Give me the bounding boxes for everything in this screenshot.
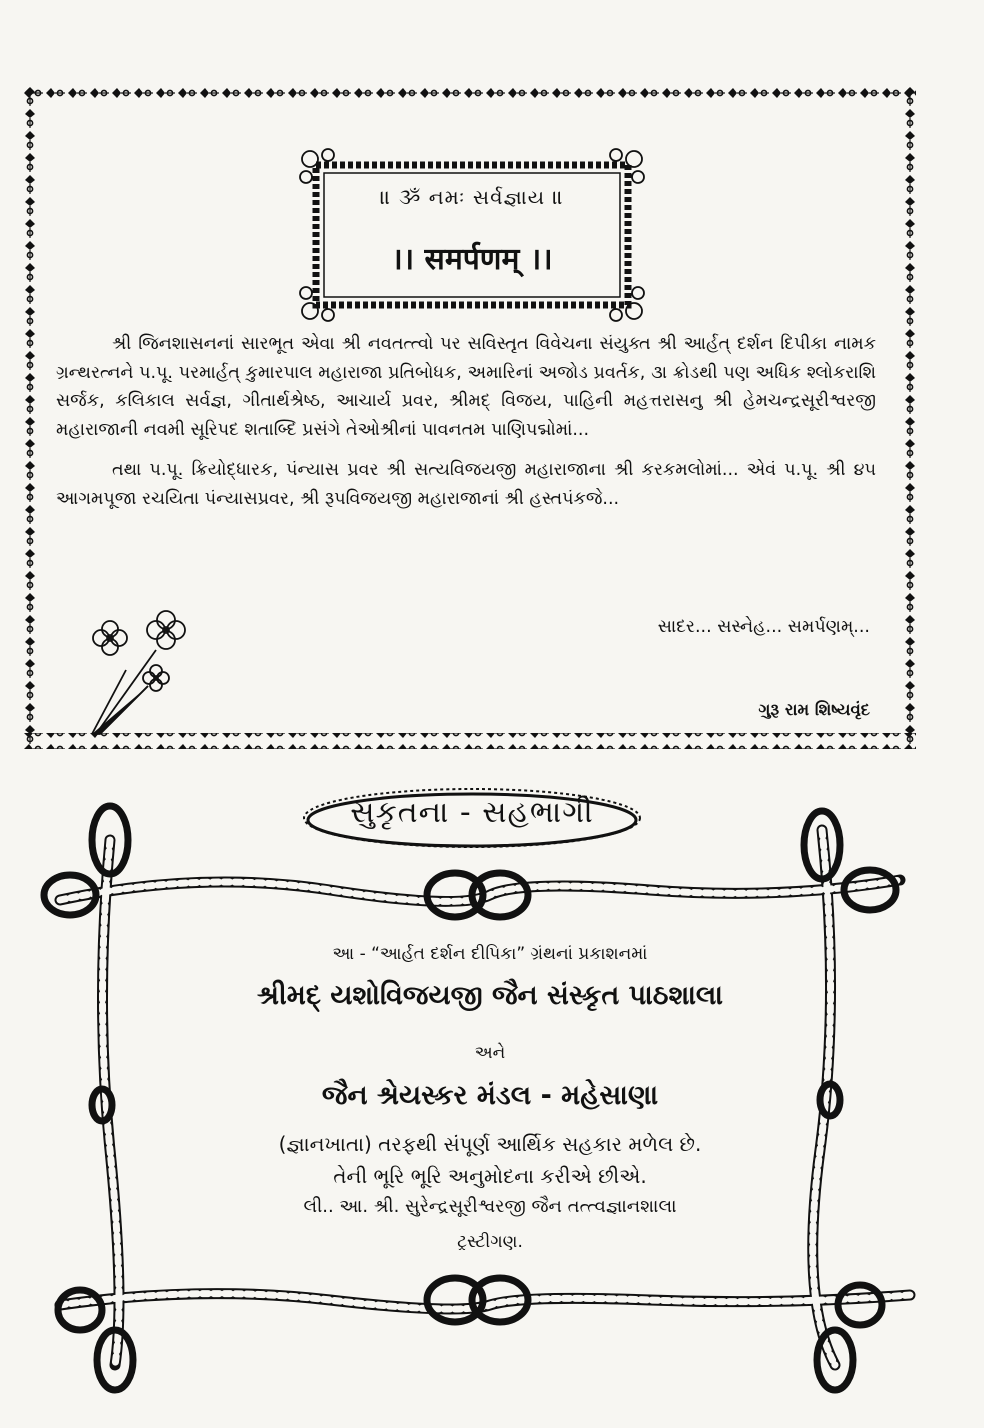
sponsor-from: લી.. આ. શ્રી. સુરેન્દ્રસૂરીશ્વરજી જૈન તત્ત્વજ્ઞાનશાલા — [303, 1196, 677, 1217]
support-line-2: તેની ભૂરિ ભૂરિ અનુમોદના કરીએ છીએ. — [333, 1164, 647, 1188]
support-line-1: (જ્ઞાનખાતા) તરફથી સંપૂર્ણ આર્થિક સહકાર મળેલ છે. — [278, 1132, 702, 1156]
signature: ગુરૂ રામ શિષ્યવૃંદ — [758, 700, 870, 719]
closing-line: સાદર... સસ્નેહ... સમર્પણમ્... — [657, 617, 870, 637]
dedication-paragraph-1: શ્રી જિનશાસનનાં સારભૂત એવા શ્રી નવતત્ત્વો પર સવિસ્તૃત વિવેચના સંયુક્ત શ્રી આર્હત્ દર્શન દિપીકા નામક ગ્રન્થરત્નને પ.પૂ. પરમાર્હત્ કુમારપાલ મહારાજા પ્રતિબોધક, અમારિનાં અજોડ પ્રવર્તક, ૩ા ક્રોડથી પણ અધિક શ્લોકરાશિ સર્જક, કલિકાલ સર્વજ્ઞ, ગીતાર્થશ્રેષ્ઠ, આચાર્ય પ્રવર, શ્રીમદ્ વિજય, પાહિની મહત્તરાસનુ શ્રી હેમચન્દ્રસૂરીશ્વરજી મહારાજાની નવમી સૂરિપદ શતાબ્દિ પ્રસંગે તેઓશ્રીનાં પાવનતમ પાણિપદ્મોમાં... — [56, 334, 876, 440]
dedication-title: ।। समर्पणम् ।। — [391, 242, 553, 277]
dedication-paragraph-2: તથા પ.પૂ. ક્રિયોદ્ધારક, પંન્યાસ પ્રવર શ્રી સત્યવિજયજી મહારાજાના શ્રી કરકમલોમાં... એવં પ.પૂ. શ્રી ૪૫ આગમપૂજા રચયિતા પંન્યાસપ્રવર, શ્રી રૂપવિજયજી મહારાજાનાં શ્રી હસ્તપંકજે... — [56, 460, 876, 509]
sponsor-heading-badge — [300, 785, 644, 851]
sponsor-trustees: ટ્રસ્ટીગણ. — [457, 1232, 523, 1252]
sponsor-intro: આ - “આર્હત દર્શન દીપિકા” ગ્રંથનાં પ્રકાશનમાં — [332, 944, 648, 964]
sponsor-org-2: જૈન શ્રેયસ્કર મંડલ - મહેસાણા — [321, 1080, 659, 1111]
invocation-line: ॥ ૐ નમઃ સર્વજ્ઞાય ॥ — [379, 185, 565, 209]
sponsor-org-1: શ્રીમદ્ યશોવિજયજી જૈન સંસ્કૃત પાઠશાલા — [257, 980, 723, 1011]
sponsor-and: અને — [474, 1043, 506, 1063]
sponsor-heading: સુકૃતના - સહભાગી — [350, 795, 594, 830]
sponsor-support — [200, 1128, 780, 1192]
